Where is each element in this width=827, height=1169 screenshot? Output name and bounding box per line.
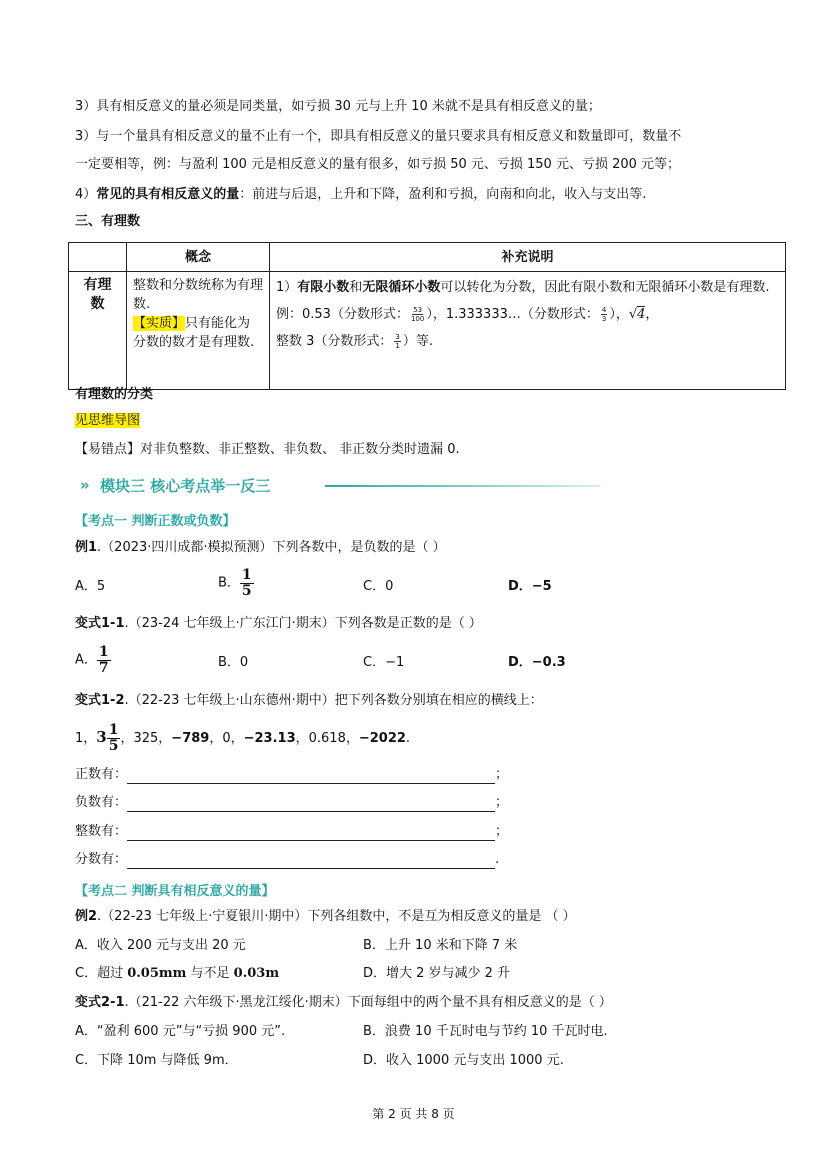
- var21-option-c[interactable]: C．下降 10m 与降低 9m．: [75, 1053, 238, 1068]
- essence-tag: 【实质】: [133, 316, 186, 331]
- kaodian-2: 【考点二 判断具有相反意义的量】: [75, 884, 275, 899]
- double-chevron-icon: »: [80, 476, 90, 494]
- page-footer: 第 2 页 共 8 页: [372, 1107, 455, 1121]
- banner-divider: [325, 485, 600, 487]
- intro-line-1: 3）具有相反意义的量必须是同类量，如亏损 30 元与上升 10 米就不是具有相反意义的量；: [75, 99, 601, 114]
- var21-option-d[interactable]: D．收入 1000 元与支出 1000 元.: [363, 1053, 564, 1068]
- var11-option-a[interactable]: A． $\frac{1}{7}$: [75, 644, 109, 676]
- intro-line-4: 4）常见的具有相反意义的量：前进与后退，上升和下降，盈利和亏损，向南和向北，收入与支出等.: [75, 187, 647, 202]
- concept-cell: [127, 272, 270, 390]
- sqrt-symbol: √4: [628, 307, 646, 322]
- row-label: 有理数: [69, 272, 127, 390]
- var11-option-b[interactable]: B．0: [218, 655, 249, 670]
- var12-number-list: 1，3 $\frac{1}{5}$ ，325，−789，0，−23.13，0.618，−2022.: [75, 722, 411, 754]
- var21-option-b[interactable]: B．浪费 10 千瓦时电与节约 10 千瓦时电.: [363, 1024, 608, 1039]
- var12-question: 变式1-2.（22-23 七年级上·山东德州·期中）把下列各数分别填在相应的横线上：: [75, 693, 543, 708]
- var11-question: 变式1-1.（23-24 七年级上·广东江门·期末）下列各数是正数的是（ ）: [75, 616, 482, 631]
- ex1-option-d[interactable]: D．−5: [508, 579, 552, 594]
- ex2-option-c[interactable]: C．超过 0.05mm 与不足 0.03m: [75, 966, 280, 981]
- intro-line-2: 3）与一个量具有相反意义的量不止有一个，即具有相反意义的量只要求具有相反意义和数量即可，数量不: [75, 129, 682, 144]
- fill-line-fraction[interactable]: 分数有： .: [75, 852, 500, 867]
- var11-option-d[interactable]: D．−0.3: [508, 655, 566, 670]
- fill-line-negative[interactable]: 负数有： ；: [75, 795, 509, 810]
- ex2-option-b[interactable]: B．上升 10 米和下降 7 米: [363, 938, 518, 953]
- error-point: 【易错点】对非负整数、非正整数、非负数、 非正数分类时遗漏 0.: [75, 442, 460, 457]
- ex2-option-a[interactable]: A．收入 200 元与支出 20 元: [75, 938, 246, 953]
- var21-question: 变式2-1.（21-22 六年级下·黑龙江绥化·期末）下面每组中的两个量不具有相反意义的是（ ）: [75, 995, 612, 1010]
- essence-text: 只有能化为分数的数才是有理数.: [133, 316, 255, 350]
- integer-line: 整数 3（分数形式： $\frac{3}{1}$ ）等.: [276, 333, 434, 350]
- example-line: 例：0.53（分数形式： $\frac{53}{100}$ ），1.333333…（分数形式： $\frac{4}{3}$ ），√4，: [276, 306, 659, 323]
- note-cell: 1）有限小数和无限循环小数可以转化为分数，因此有限小数和无限循环小数是有理数. 例：0.53（分数形式： $\frac{53}{100}$ ），1.333333…（分数形式： $\frac{4}{3}$ ），√4， 整数 3（分数形式： $\frac{3}{1}$ ）等.: [270, 272, 786, 390]
- var21-option-a[interactable]: A．“盈利 600 元”与“亏损 900 元”.: [75, 1024, 286, 1039]
- ex2-option-d[interactable]: D．增大 2 岁与减少 2 升: [363, 966, 511, 981]
- header-note: 补充说明: [270, 243, 786, 272]
- fill-line-positive[interactable]: 正数有： ；: [75, 767, 509, 782]
- concept-text: 整数和分数统称为有理数.: [133, 278, 264, 312]
- rational-number-table: [68, 242, 786, 390]
- ex1-question: 例1.（2023·四川成都·模拟预测）下列各数中，是负数的是（ ）: [75, 540, 446, 555]
- ex2-question: 例2.（22-23 七年级上·宁夏银川·期中）下列各组数中，不是互为相反意义的量是 （ ）: [75, 909, 576, 924]
- module-title: 模块三 核心考点举一反三: [100, 477, 271, 495]
- var11-option-c[interactable]: C．−1: [363, 655, 405, 670]
- ex1-option-a[interactable]: A．5: [75, 579, 106, 594]
- module-banner: [80, 474, 600, 496]
- fill-line-integer[interactable]: 整数有： ；: [75, 824, 509, 839]
- section-heading: 三、有理数: [75, 214, 141, 229]
- classification-title: 有理数的分类: [75, 387, 154, 402]
- kaodian-1: 【考点一 判断正数或负数】: [75, 514, 236, 529]
- ex1-option-c[interactable]: C．0: [363, 579, 394, 594]
- header-concept: 概念: [127, 243, 270, 272]
- ex1-option-b[interactable]: B． $\frac{1}{5}$: [218, 567, 252, 599]
- intro-line-3: 一定要相等，例：与盈利 100 元是相反意义的量有很多，如亏损 50 元、亏损 150 元、亏损 200 元等；: [75, 157, 681, 172]
- mindmap-label: 见思维导图: [75, 413, 141, 428]
